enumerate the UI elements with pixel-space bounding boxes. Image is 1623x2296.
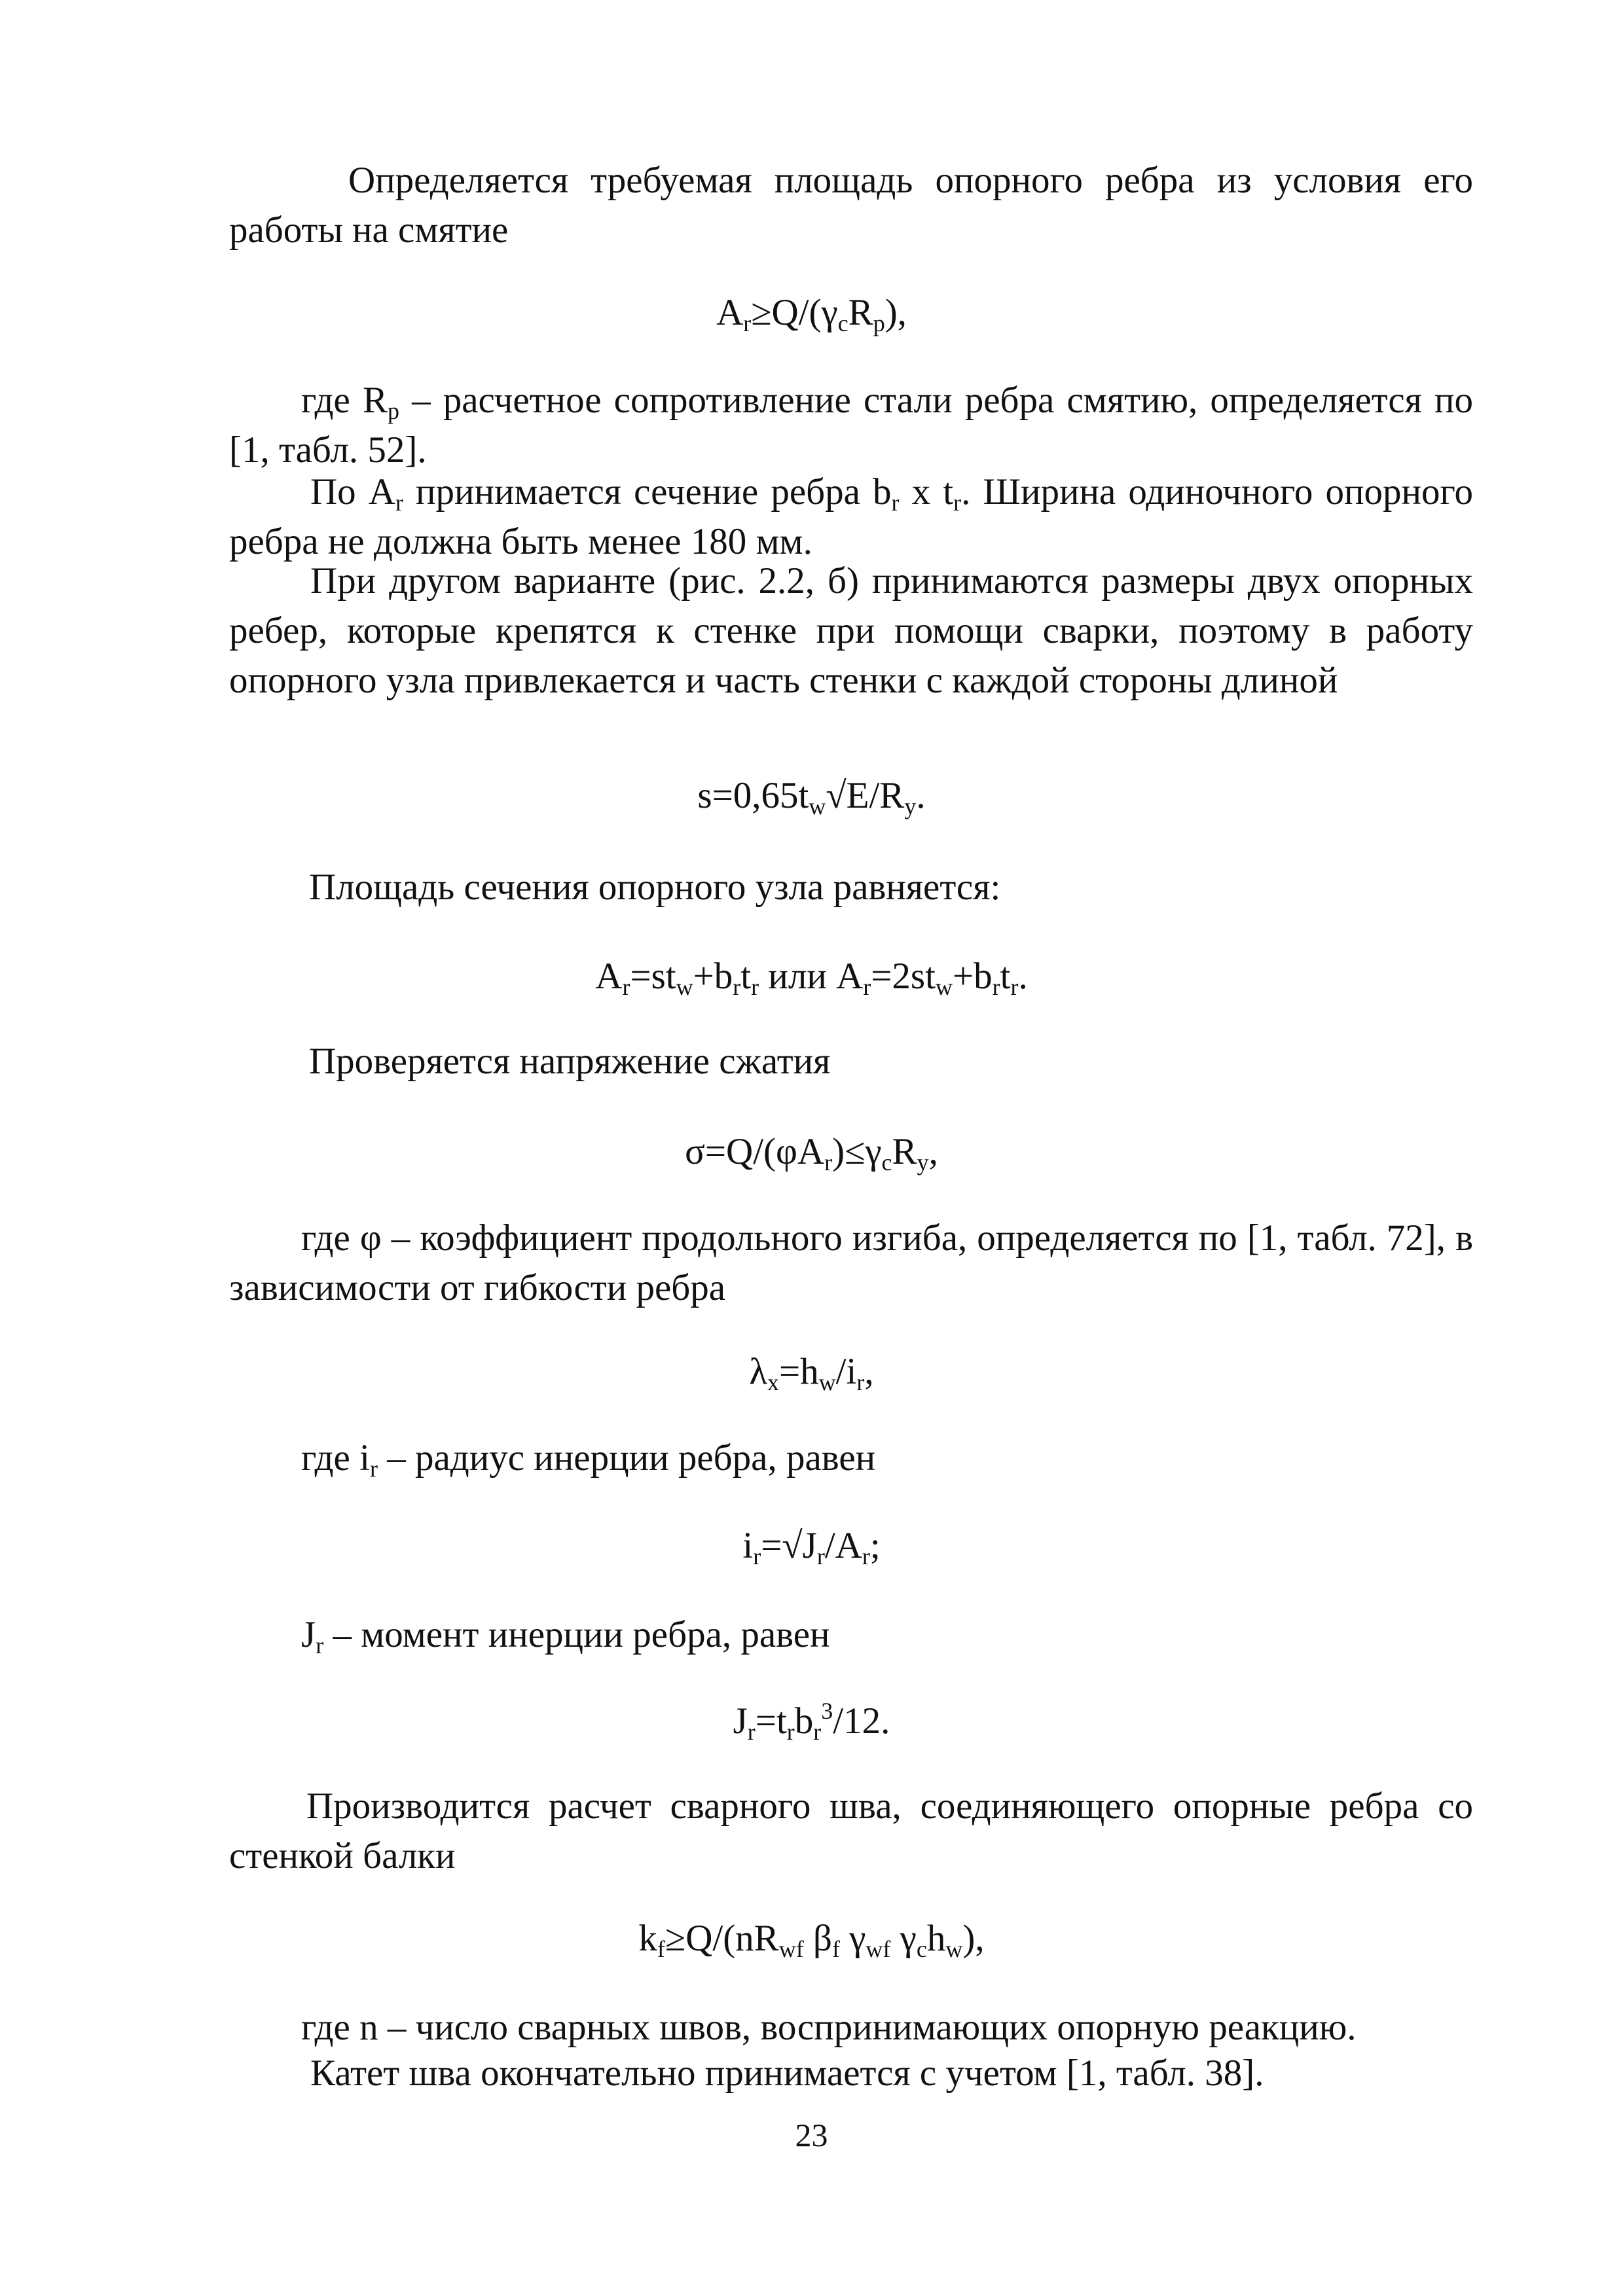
equation-slenderness: $\lambda_x=h_w/i_r$,	[749, 1351, 874, 1395]
paragraph-weld-leg-final: Катет шва окончательно принимается с учетом [1, табл. 38].	[310, 2053, 1264, 2094]
paragraph-stress-check: Проверяется напряжение сжатия	[309, 1041, 831, 1082]
paragraph-radius-of-gyration: где $i_r$ – радиус инерции ребра, равен	[301, 1437, 876, 1482]
equation-node-area: $A_r=st_w+b_rt_r$ или $A_r=2st_w+b_rt_r$.	[595, 956, 1028, 1000]
paragraph-moment-of-inertia: $J_r$ – момент инерции ребра, равен	[301, 1614, 830, 1659]
equation-web-length: $s=0,65t_w√E/R_y$.	[697, 775, 926, 819]
paragraph-weld-count: где n – число сварных швов, воспринимающих опорную реакцию.	[301, 2007, 1357, 2048]
page-number: 23	[795, 2117, 828, 2153]
equation-compression-stress: $\sigma=Q/(\varphi A_r)\le\gamma_cR_y$,	[685, 1131, 938, 1175]
paragraph-rp-definition: где $R_p$ – расчетное сопротивление стали ребра смятию, определяется по [1, табл. 52].	[229, 380, 1473, 471]
paragraph-node-area: Площадь сечения опорного узла равняется:	[309, 867, 1001, 908]
paragraph-required-area: Определяется требуемая площадь опорного ребра из условия его работы на смятие	[229, 160, 1473, 251]
paragraph-buckling-coefficient: где φ – коэффициент продольного изгиба, определяется по [1, табл. 72], в зависимости от гибкости ребра	[229, 1217, 1473, 1308]
paragraph-weld-calculation: Производится расчет сварного шва, соединяющего опорные ребра со стенкой балки	[229, 1785, 1473, 1876]
paragraph-two-ribs: При другом варианте (рис. 2.2, б) принимаются размеры двух опорных ребер, которые крепятся к стенке при помощи сварки, поэтому в работу опорного узла привлекается и часть стенки с каждой стороны длиной	[229, 560, 1473, 701]
equation-weld-leg: $k_f\ge Q/(nR_{wf}$ $\beta_f$ $\gamma_{wf}$ $\gamma_ch_w$),	[638, 1918, 985, 1962]
equation-moment-of-inertia: $J_r=t_rb_r^3/12$.	[733, 1698, 890, 1745]
equation-rib-area: $A_r\ge Q/(\gamma_cR_p)$,	[716, 292, 907, 336]
paragraph-section-choice: По $A_r$ принимается сечение ребра $b_r$ x $t_r$. Ширина одиночного опорного ребра не должна быть менее 180 мм.	[229, 471, 1473, 562]
equation-radius: $i_r=√J_r/A_r$;	[742, 1525, 881, 1570]
